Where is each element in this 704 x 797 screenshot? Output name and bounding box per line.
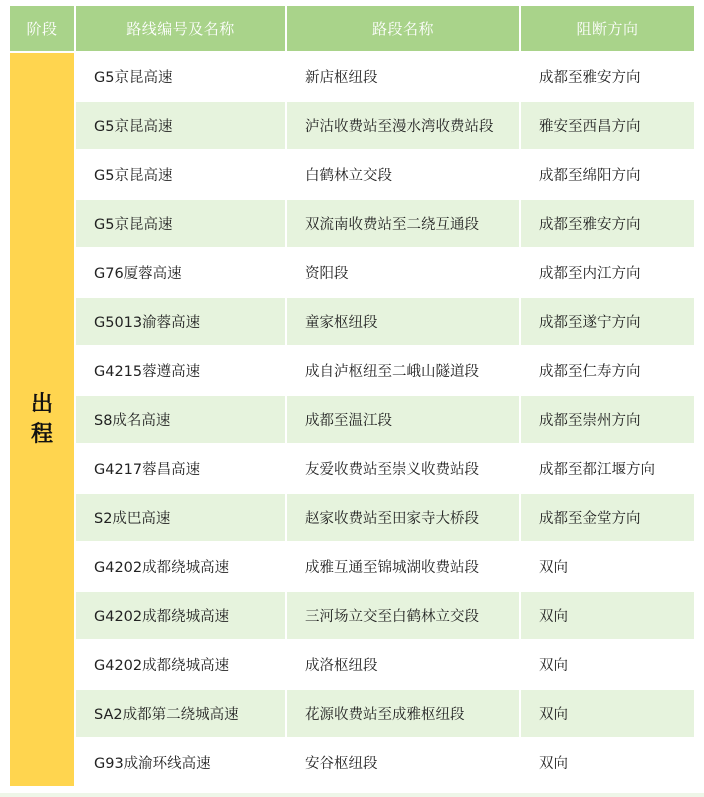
header-direction: 阻断方向 xyxy=(521,6,694,51)
table-row xyxy=(10,641,694,688)
route-cell: G4217蓉昌高速 xyxy=(76,445,285,492)
route-cell: G5京昆高速 xyxy=(76,102,285,149)
direction-cell: 双向 xyxy=(521,592,694,639)
section-cell: 白鹤林立交段 xyxy=(287,151,519,198)
header-section: 路段名称 xyxy=(287,6,519,51)
route-cell: SA2成都第二绕城高速 xyxy=(76,690,285,737)
section-cell: 成自泸枢纽至二峨山隧道段 xyxy=(287,347,519,394)
table-row xyxy=(10,102,694,149)
direction-cell: 双向 xyxy=(521,739,694,786)
table-row xyxy=(10,200,694,247)
route-cell: G93成渝环线高速 xyxy=(76,739,285,786)
route-cell: G5京昆高速 xyxy=(76,53,285,100)
table-header-row xyxy=(10,6,694,51)
congestion-table xyxy=(8,4,696,788)
direction-cell: 成都至崇州方向 xyxy=(521,396,694,443)
table-body xyxy=(10,53,694,786)
section-cell: 成都至温江段 xyxy=(287,396,519,443)
table-row xyxy=(10,543,694,590)
table-row xyxy=(10,690,694,737)
section-cell: 新店枢纽段 xyxy=(287,53,519,100)
table-row xyxy=(10,151,694,198)
direction-cell: 雅安至西昌方向 xyxy=(521,102,694,149)
section-cell: 双流南收费站至二绕互通段 xyxy=(287,200,519,247)
bottom-divider xyxy=(0,793,704,797)
route-cell: G5京昆高速 xyxy=(76,200,285,247)
header-route: 路线编号及名称 xyxy=(76,6,285,51)
route-cell: G76厦蓉高速 xyxy=(76,249,285,296)
route-cell: G5京昆高速 xyxy=(76,151,285,198)
section-cell: 花源收费站至成雅枢纽段 xyxy=(287,690,519,737)
header-stage: 阶段 xyxy=(10,6,74,51)
section-cell: 资阳段 xyxy=(287,249,519,296)
route-cell: G4215蓉遵高速 xyxy=(76,347,285,394)
direction-cell: 双向 xyxy=(521,543,694,590)
stage-label: 出程 xyxy=(30,391,53,447)
stage-cell xyxy=(10,53,74,786)
direction-cell: 成都至内江方向 xyxy=(521,249,694,296)
route-cell: S2成巴高速 xyxy=(76,494,285,541)
section-cell: 安谷枢纽段 xyxy=(287,739,519,786)
section-cell: 童家枢纽段 xyxy=(287,298,519,345)
route-cell: G5013渝蓉高速 xyxy=(76,298,285,345)
direction-cell: 双向 xyxy=(521,641,694,688)
table-row xyxy=(10,494,694,541)
direction-cell: 成都至都江堰方向 xyxy=(521,445,694,492)
table-row xyxy=(10,739,694,786)
section-cell: 成洛枢纽段 xyxy=(287,641,519,688)
section-cell: 赵家收费站至田家寺大桥段 xyxy=(287,494,519,541)
route-cell: G4202成都绕城高速 xyxy=(76,543,285,590)
direction-cell: 双向 xyxy=(521,690,694,737)
direction-cell: 成都至仁寿方向 xyxy=(521,347,694,394)
section-cell: 友爱收费站至崇义收费站段 xyxy=(287,445,519,492)
section-cell: 成雅互通至锦城湖收费站段 xyxy=(287,543,519,590)
table-row xyxy=(10,298,694,345)
table-row xyxy=(10,592,694,639)
section-cell: 三河场立交至白鹤林立交段 xyxy=(287,592,519,639)
route-cell: G4202成都绕城高速 xyxy=(76,641,285,688)
direction-cell: 成都至绵阳方向 xyxy=(521,151,694,198)
direction-cell: 成都至雅安方向 xyxy=(521,53,694,100)
direction-cell: 成都至雅安方向 xyxy=(521,200,694,247)
route-cell: G4202成都绕城高速 xyxy=(76,592,285,639)
direction-cell: 成都至金堂方向 xyxy=(521,494,694,541)
table-row xyxy=(10,396,694,443)
table-row xyxy=(10,53,694,100)
table-row xyxy=(10,249,694,296)
direction-cell: 成都至遂宁方向 xyxy=(521,298,694,345)
table-row xyxy=(10,347,694,394)
section-cell: 泸沽收费站至漫水湾收费站段 xyxy=(287,102,519,149)
route-cell: S8成名高速 xyxy=(76,396,285,443)
table-row xyxy=(10,445,694,492)
